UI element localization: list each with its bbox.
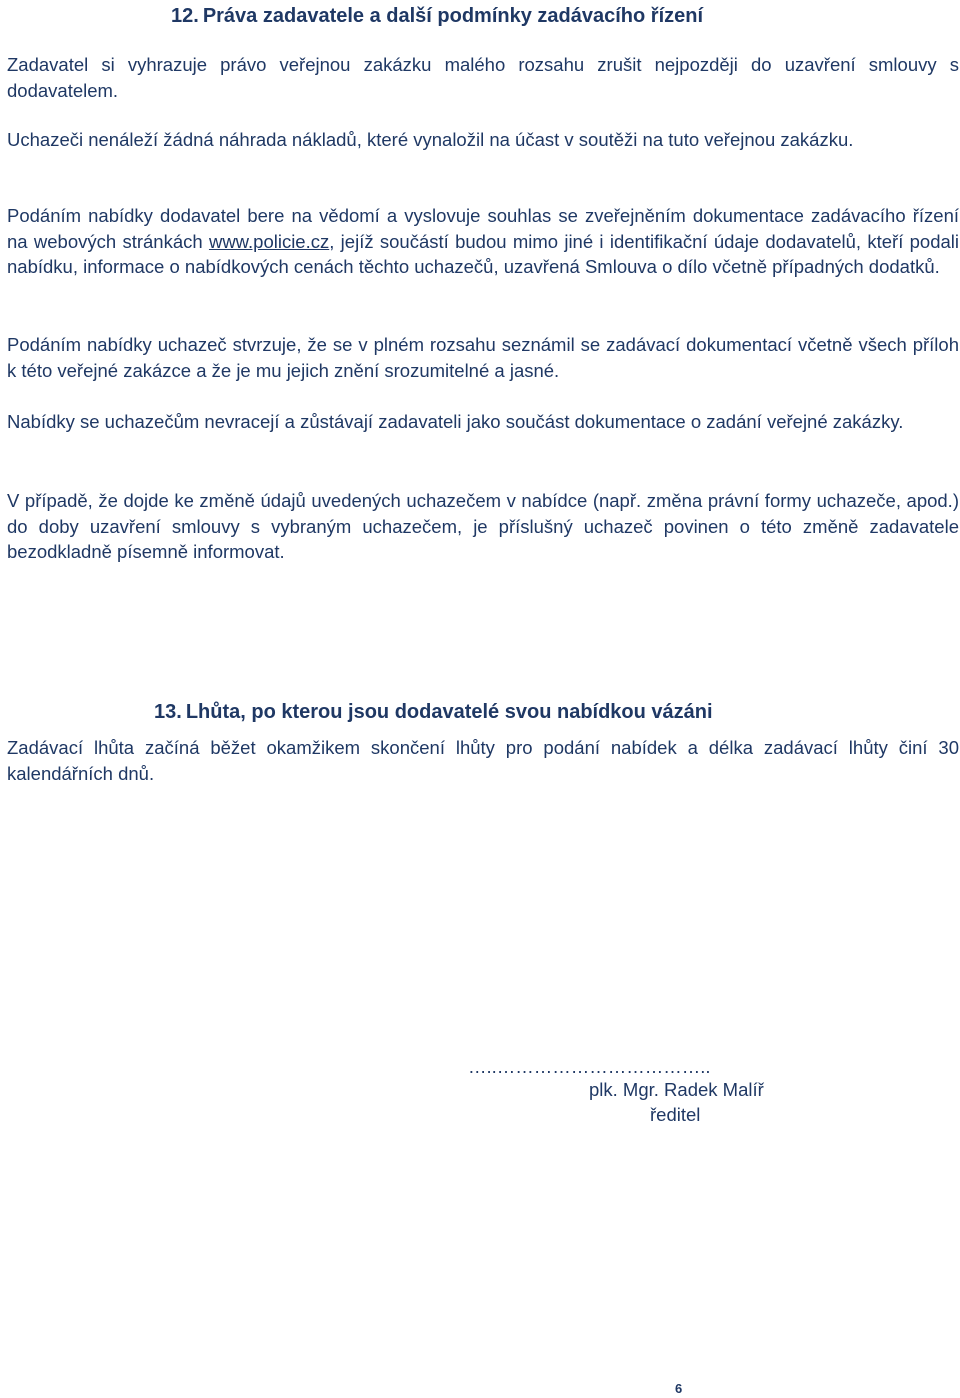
section-12-title: Práva zadavatele a další podmínky zadávacího řízení — [202, 5, 704, 27]
section-12-heading — [171, 3, 703, 29]
section-12-paragraph-2: Uchazeči nenáleží žádná náhrada nákladů, které vynaložil na účast v soutěži na tuto veřejnou zakázku. — [7, 129, 854, 150]
section-13-number: 13. — [154, 701, 182, 723]
section-12-paragraph-3 — [7, 203, 959, 280]
page-number: 6 — [675, 1381, 683, 1396]
paragraph-3-text-end: , jejíž součástí budou mimo jiné i identifikační údaje dodavatelů, kteří podali nabídku, informace o nabídkových cenách těchto uchazečů, uzavřená Smlouva o dílo včetně případných dodatků. — [7, 230, 960, 277]
paragraph-3-text-start: Podáním nabídky dodavatel bere na vědomí a vyslovuje souhlas se zveřejněním dokumentace zadávacího řízení na webových stránkách — [7, 205, 959, 252]
policie-website-link[interactable]: www.policie.cz — [208, 230, 330, 252]
section-12-paragraph-5: Nabídky se uchazečům nevracejí a zůstávají zadavateli jako součást dokumentace o zadání veřejné zakázky. — [7, 411, 904, 432]
section-13-title: Lhůta, po kterou jsou dodavatelé svou nabídkou vázáni — [185, 701, 713, 723]
section-13-paragraph-1: Zadávací lhůta začíná běžet okamžikem skončení lhůty pro podání nabídek a délka zadávací lhůty činí 30 kalendářních dnů. — [7, 737, 959, 784]
section-12-paragraph-4: Podáním nabídky uchazeč stvrzuje, že se v plném rozsahu seznámil se zadávací dokumentací včetně všech příloh k této veřejné zakázce a že je mu jejich znění srozumitelné a jasné. — [7, 334, 959, 381]
section-12-paragraph-6: V případě, že dojde ke změně údajů uvedených uchazečem v nabídce (např. změna právní formy uchazeče, apod.) do doby uzavření smlouvy s vybraným uchazečem, je příslušný uchazeč povinen o této změně zadavatele bezodkladně písemně informovat. — [7, 490, 959, 562]
section-12-number: 12. — [171, 5, 199, 27]
signature-name: plk. Mgr. Radek Malíř — [589, 1079, 764, 1100]
section-12-paragraph-1: Zadavatel si vyhrazuje právo veřejnou zakázku malého rozsahu zrušit nejpozději do uzavření smlouvy s dodavatelem. — [7, 54, 959, 101]
signature-dots: …..…………………………….. — [468, 1056, 711, 1077]
section-13-heading — [154, 699, 713, 725]
signature-role: ředitel — [650, 1104, 701, 1125]
